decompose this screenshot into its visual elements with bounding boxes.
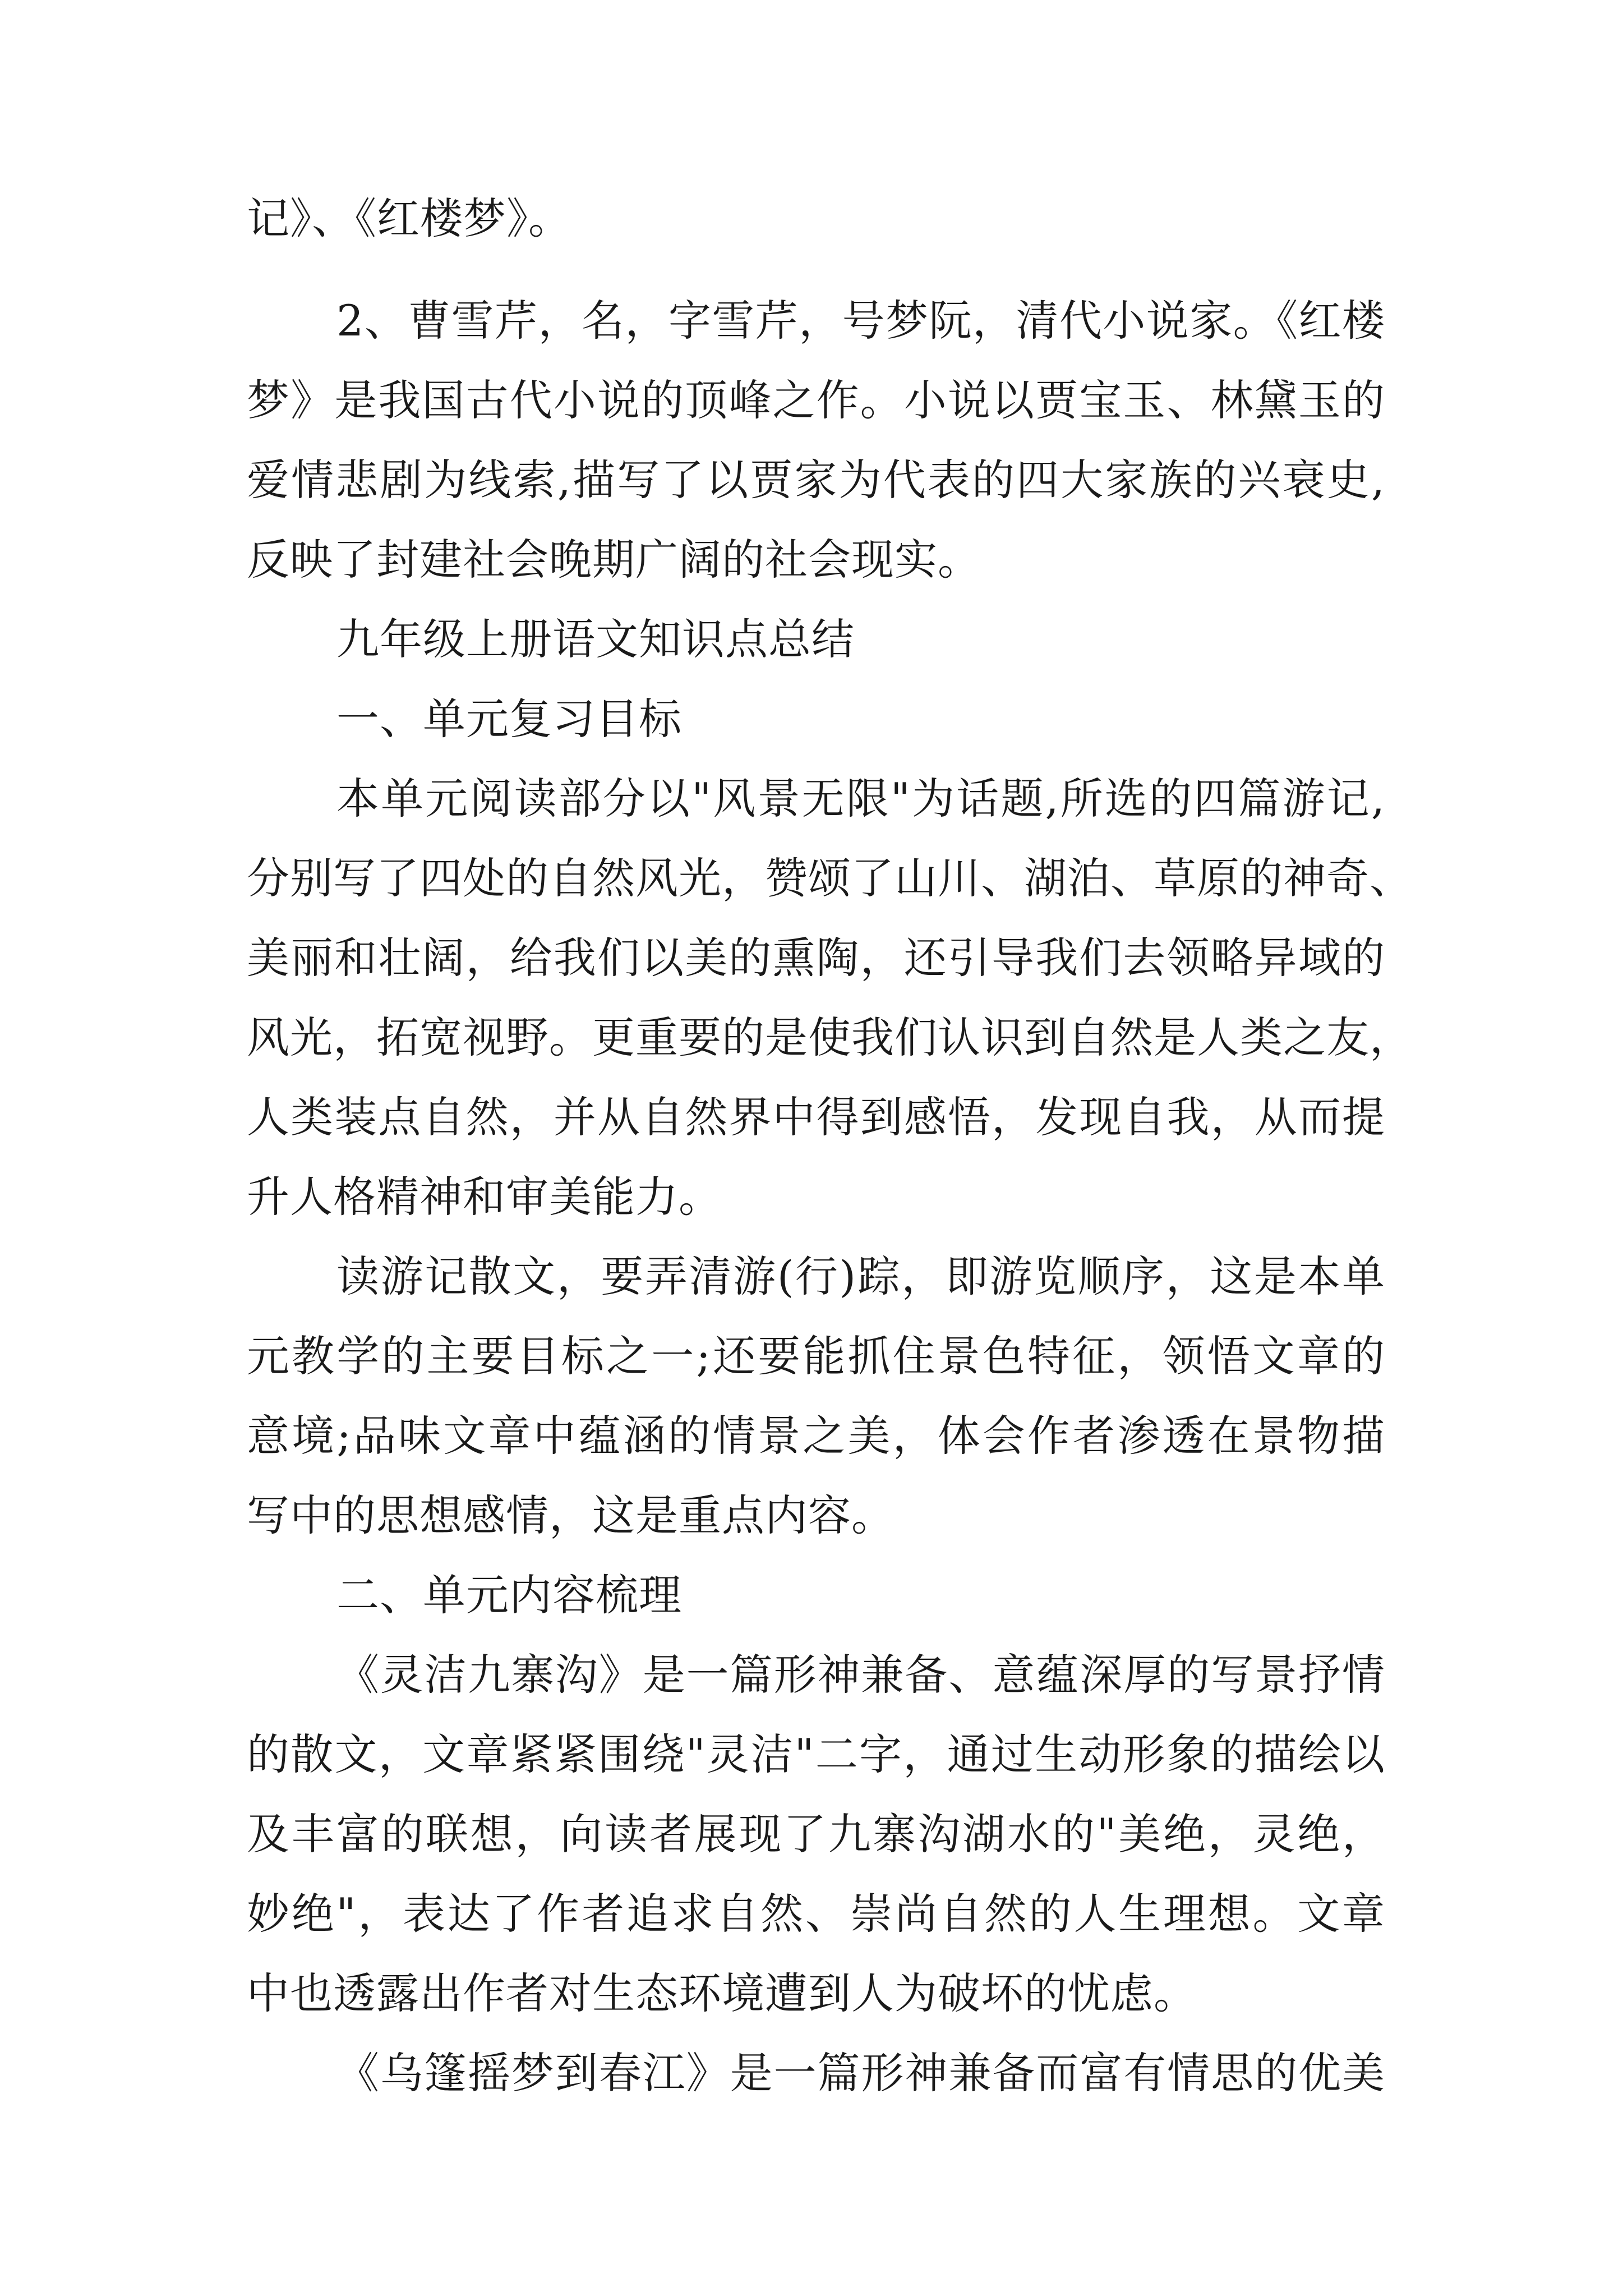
text-line — [0, 526, 1623, 593]
text-line — [0, 2040, 1623, 2107]
text-line — [0, 1084, 1623, 1151]
paragraph-text: 《乌篷摇梦到春江》是一篇形神兼备而富有情思的优美 — [336, 2048, 1385, 2098]
paragraph-text: 的散文，文章紧紧围绕"灵洁"二字，通过生动形象的描绘以 — [247, 1729, 1385, 1779]
text-line — [0, 1960, 1623, 2027]
paragraph-text: 升人格精神和审美能力。 — [247, 1172, 722, 1222]
text-line — [0, 1163, 1623, 1231]
section-heading — [0, 1562, 1623, 1629]
paragraph-text: 2、曹雪芹，名，字雪芹，号梦阮，清代小说家。《红楼 — [336, 296, 1385, 346]
paragraph-text: 意境;品味文章中蕴涵的情景之美，体会作者渗透在景物描 — [247, 1411, 1385, 1461]
section-heading-text: 九年级上册语文知识点总结 — [336, 614, 855, 664]
text-line — [0, 1641, 1623, 1709]
paragraph-text: 妙绝"，表达了作者追求自然、崇尚自然的人生理想。文章 — [247, 1889, 1385, 1939]
paragraph-text: 人类装点自然，并从自然界中得到感悟，发现自我，从而提 — [247, 1092, 1385, 1142]
text-line — [0, 845, 1623, 912]
section-heading-text: 二、单元内容梳理 — [336, 1570, 682, 1620]
text-line — [0, 1323, 1623, 1390]
paragraph-text: 美丽和壮阔，给我们以美的熏陶，还引导我们去领略异域的 — [247, 933, 1385, 983]
paragraph-text: 分别写了四处的自然风光，赞颂了山川、湖泊、草原的神奇、 — [247, 853, 1413, 903]
paragraph-text: 梦》是我国古代小说的顶峰之作。小说以贾宝玉、林黛玉的 — [247, 375, 1385, 425]
paragraph-text: 《灵洁九寨沟》是一篇形神兼备、意蕴深厚的写景抒情 — [336, 1650, 1385, 1700]
paragraph-text: 写中的思想感情，这是重点内容。 — [247, 1490, 895, 1540]
paragraph-text: 反映了封建社会晚期广阔的社会现实。 — [247, 535, 981, 585]
text-line — [0, 447, 1623, 514]
text-line — [0, 185, 1623, 252]
paragraph-text: 记》、《红楼梦》。 — [247, 194, 571, 243]
paragraph-text: 读游记散文，要弄清游(行)踪，即游览顺序，这是本单 — [336, 1251, 1385, 1301]
section-heading — [0, 685, 1623, 753]
text-line — [0, 1721, 1623, 1788]
text-line — [0, 1880, 1623, 1948]
text-line — [0, 924, 1623, 992]
text-line — [0, 765, 1623, 832]
paragraph-text: 风光，拓宽视野。更重要的是使我们认识到自然是人类之友， — [247, 1013, 1413, 1062]
paragraph-text: 本单元阅读部分以"风景无限"为话题,所选的四篇游记, — [336, 774, 1385, 823]
text-line — [0, 287, 1623, 355]
text-line — [0, 1243, 1623, 1310]
text-line — [0, 367, 1623, 434]
paragraph-text: 中也透露出作者对生态环境遭到人为破坏的忧虑。 — [247, 1968, 1197, 2018]
text-line — [0, 1402, 1623, 1470]
text-line — [0, 1801, 1623, 1868]
paragraph-text: 及丰富的联想，向读者展现了九寨沟湖水的"美绝，灵绝， — [247, 1809, 1385, 1859]
section-heading-text: 一、单元复习目标 — [336, 694, 682, 744]
text-line — [0, 1004, 1623, 1071]
text-line — [0, 1482, 1623, 1549]
paragraph-text: 元教学的主要目标之一;还要能抓住景色特征，领悟文章的 — [247, 1331, 1385, 1381]
paragraph-text: 爱情悲剧为线索,描写了以贾家为代表的四大家族的兴衰史, — [247, 455, 1385, 505]
section-heading — [0, 606, 1623, 673]
